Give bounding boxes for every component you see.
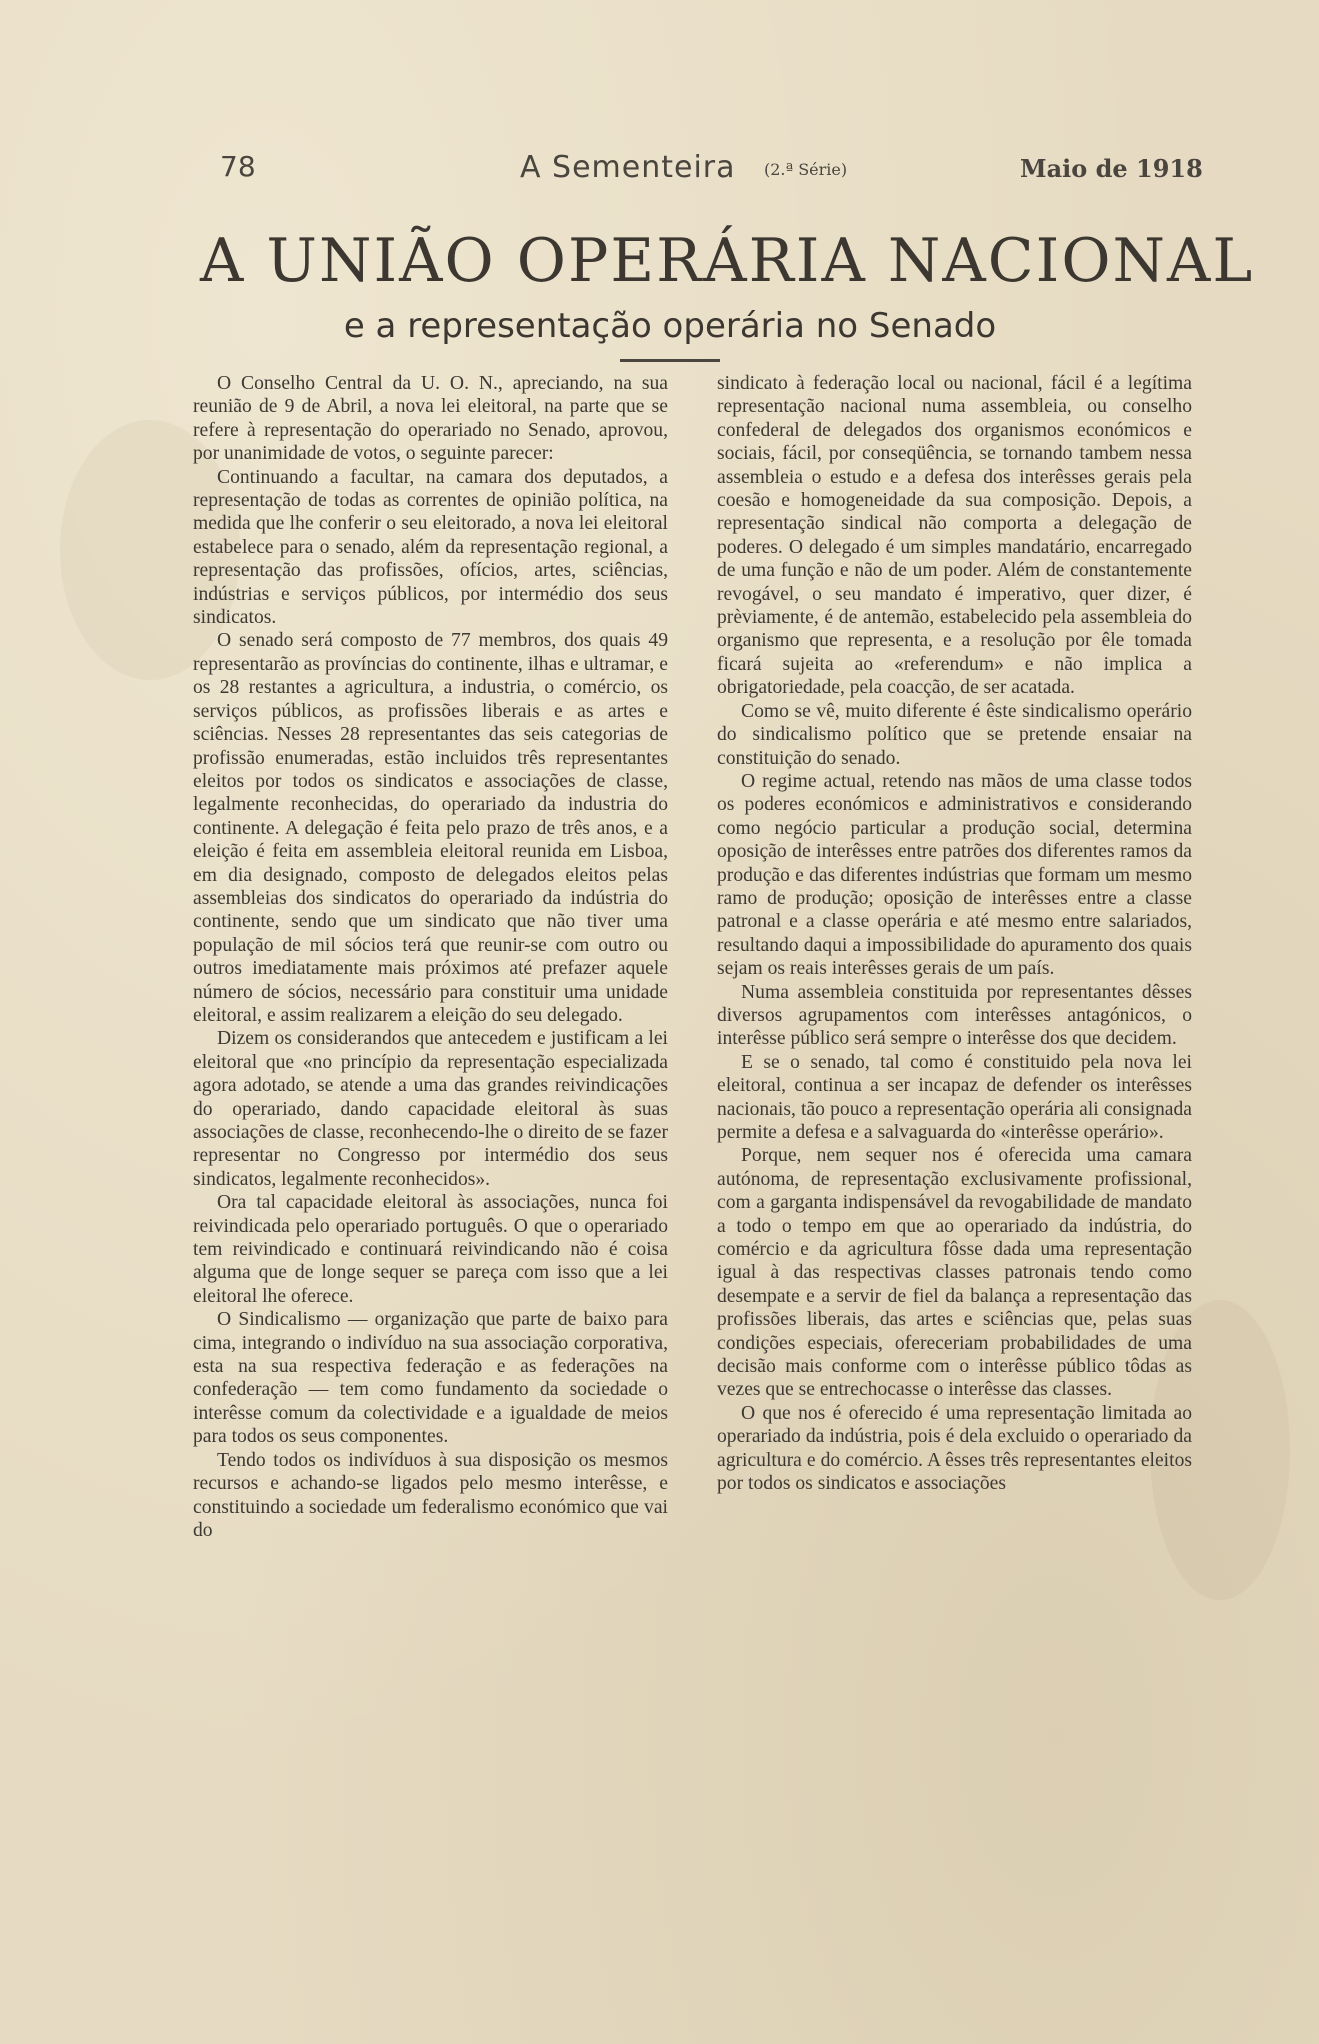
paragraph: Numa assembleia constituida por representantes dêsses diversos agrupamentos com interêsses antagónicos, o interêsse público será sempre o interêsse dos que decidem.	[717, 981, 1192, 1050]
right-column	[717, 372, 1192, 1912]
paragraph: Dizem os considerandos que antecedem e justificam a lei eleitoral que «no princípio da representação especializada agora adotado, se atende a uma das grandes reivindicações do operariado, dando capacidade eleitoral às suas associações de classe, reconhecendo-lhe o direito de se fazer representar no Congresso por intermédio dos seus sindicatos, legalmente reconhecidos».	[193, 1028, 668, 1190]
paragraph: Continuando a facultar, na camara dos deputados, a representação de todas as correntes de opinião política, na medida que lhe conferir o seu eleitorado, a nova lei eleitoral estabelece para o senado, além da representação regional, a representação das profissões, ofícios, artes, sciências, indústrias e serviços públicos, por intermédio dos seus sindicatos.	[193, 466, 668, 629]
left-column	[193, 372, 668, 1912]
page-number: 78	[220, 150, 256, 183]
title-rule	[620, 359, 720, 362]
paragraph: Porque, nem sequer nos é oferecida uma camara autónoma, de representação exclusivamente profissional, com a garganta indispensável da revogabilidade de mandato a todo o tempo em que ao operariado da indústria, do comércio e da agricultura fôsse dada uma representação igual à das respectivas classes patronais tendo como desempate e a servir de fiel da balança a representação das profissões liberais, das artes e sciências que, pelas suas condições especiais, ofereceriam probabilidades de uma decisão mais conforme com o interêsse público tôdas as vezes que se entrechocasse o interêsse das classes.	[717, 1145, 1192, 1401]
issue-date: Maio de 1918	[1020, 154, 1203, 183]
paragraph: O que nos é oferecido é uma representação limitada ao operariado da indústria, pois é dela excluido o operariado da agricultura e do comércio. A êsses três representantes eleitos por todos os sindicatos e associações	[717, 1402, 1192, 1495]
paragraph: E se o senado, tal como é constituido pela nova lei eleitoral, continua a ser incapaz de defender os interêsses nacionais, tão pouco a representação operária ali consignada permite a defesa e a salvaguarda do «interêsse operário».	[717, 1051, 1192, 1143]
paragraph: Como se vê, muito diferente é êste sindicalismo operário do sindicalismo político que se pretende ensaiar na constituição do senado.	[717, 700, 1192, 769]
paragraph: Tendo todos os indivíduos à sua disposição os mesmos recursos e achando-se ligados pelo mesmo interêsse, e constituindo a sociedade um federalismo económico que vai do	[193, 1449, 668, 1541]
page-header	[180, 150, 1203, 190]
series-label: (2.ª Série)	[764, 160, 848, 179]
paragraph: Ora tal capacidade eleitoral às associações, nunca foi reivindicada pelo operariado português. O que o operariado tem reivindicado e continuará reivindicando não é coisa alguma que de longe sequer se pareça com isso que a lei eleitoral lhe oferece.	[193, 1192, 668, 1307]
paragraph: sindicato à federação local ou nacional, fácil é a legítima representação nacional numa assembleia, ou conselho confederal de delegados dos organismos económicos e sociais, fácil, por conseqüência, se tornando tambem nessa assembleia o estudo e a defesa dos interêsses gerais pela coesão e homogeneidade da sua composição. Depois, a representação sindical não comporta a delegação de poderes. O delegado é um simples mandatário, encarregado de uma função e não de um poder. Além de constantemente revogável, o seu mandato é imperativo, quer dizer, é prèviamente, é de antemão, estabelecido pela assembleia do organismo que representa, e a resolução por êle tomada ficará sujeita ao «referendum» e não implica a obrigatoriedade, pela coacção, de ser acatada.	[717, 373, 1192, 699]
paragraph: O Conselho Central da U. O. N., apreciando, na sua reunião de 9 de Abril, a nova lei eleitoral, na parte que se refere à representação do operariado no Senado, aprovou, por unanimidade de votos, o seguinte parecer:	[193, 373, 668, 465]
article-title: A UNIÃO OPERÁRIA NACIONAL	[200, 226, 1255, 296]
paragraph: O Sindicalismo — organização que parte de baixo para cima, integrando o indivíduo na sua associação corporativa, esta na sua respectiva federação e as federações na confederação — tem como fundamento da sociedade o interêsse comum da colectividade e a igualdade de meios para todos os seus componentes.	[193, 1309, 668, 1448]
journal-title: A Sementeira	[520, 150, 736, 185]
article-subtitle: e a representação operária no Senado	[343, 306, 997, 346]
paragraph: O senado será composto de 77 membros, dos quais 49 representarão as províncias do continente, ilhas e ultramar, e os 28 restantes a agricultura, a industria, o comércio, os serviços públicos, as profissões liberais e as artes e sciências. Nesses 28 representantes das seis categorias de profissão enumeradas, estão incluidos três representantes eleitos por todos os sindicatos e associações de classe, legalmente reconhecidas, do operariado da industria do continente. A delegação é feita pelo prazo de três anos, e a eleição é feita em assembleia eleitoral reunida em Lisboa, em dia designado, composto de delegados eleitos pelas assembleias dos sindicatos do operariado da indústria do continente, sendo que um sindicato que não tiver uma população de mil sócios terá que reunir-se com outro ou outros imediatamente mais próximos até prefazer aquele número de sócios, necessário para constituir uma unidade eleitoral, e assim realizarem a eleição do seu delegado.	[193, 630, 668, 1026]
paragraph: O regime actual, retendo nas mãos de uma classe todos os poderes económicos e administrativos e considerando como negócio particular a produção social, determina oposição de interêsses entre patrões dos diferentes ramos da produção e das diferentes indústrias que formam um mesmo ramo de produção; oposição de interêsses entre a classe patronal e a classe operária e até mesmo entre salariados, resultando daqui a impossibilidade do apuramento dos quais sejam os reais interêsses gerais de um país.	[717, 770, 1192, 980]
